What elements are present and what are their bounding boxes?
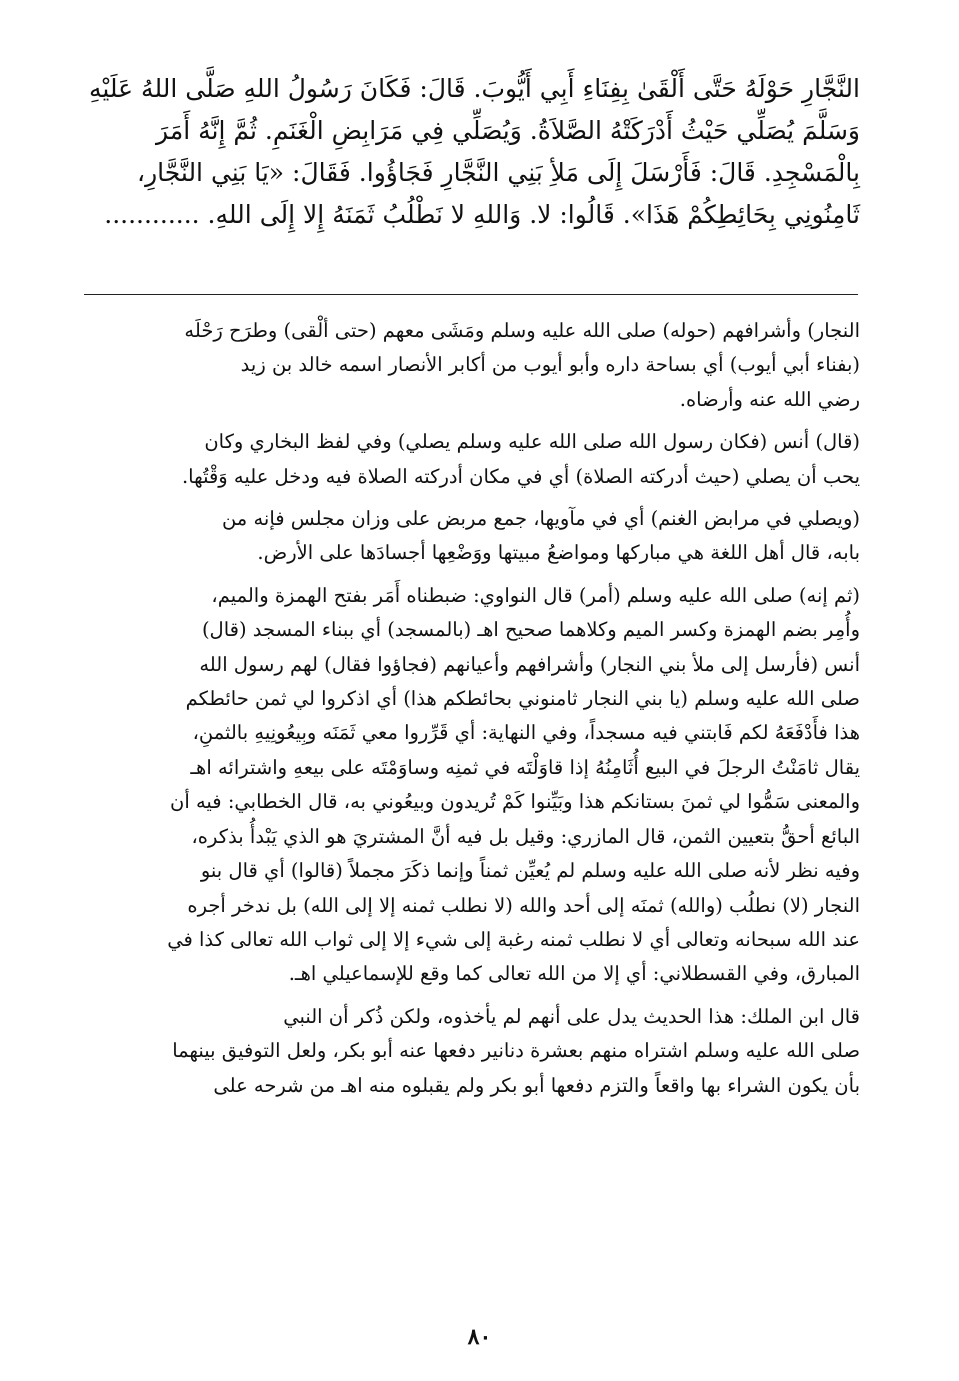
hadith-line: بِالْمَسْجِدِ. قَالَ: فَأَرْسَلَ إِلَى مَلأِ بَنِي النَّجَّارِ فَجَاؤُوا. فَقَالَ: «يَا بَنِي النَّجَّارِ، <box>137 158 860 187</box>
commentary-line: النجار) وأشرافهم (حوله) صلى الله عليه وسلم ومَشَى معهم (حتى ألْقى) وطرَح رَحْلَه <box>184 319 860 342</box>
commentary-line: رضي الله عنه وأرضاه. <box>679 387 860 411</box>
commentary-line: عند الله سبحانه وتعالى أي لا نطلب ثمنه رغبة إلى شيء إلا إلى ثواب الله تعالى كذا في <box>167 927 860 951</box>
commentary-line: هذا فأَدْفَعَهُ لكم فَابتني فيه مسجداً، وفي النهاية: أي قَرِّروا معي ثَمَنَه وبِيعُونِيهِ بالثمنِ، <box>192 721 860 745</box>
commentary-block <box>84 314 860 1111</box>
commentary-paragraph <box>84 579 860 992</box>
commentary-line: بابه، قال أهل اللغة هي مباركها ومواضعُ مبيتها ووَضْعِها أجسادَها على الأرض. <box>257 541 860 565</box>
commentary-line: يحب أن يصلي (حيث أدركته الصلاة) أي في مكان أدركته الصلاة فيه ودخل عليه وَقْتُها. <box>181 464 860 488</box>
hadith-line: وَسَلَّمَ يُصَلِّي حَيْثُ أَدْرَكَتْهُ الصَّلاَةُ. وَيُصَلِّي فِي مَرَابِضِ الْغَنَمِ. ثُمَّ إِنَّهُ أَمَرَ <box>156 116 860 145</box>
commentary-line: صلى الله عليه وسلم (يا بني النجار ثامنوني بحائطكم هذا) أي اذكروا لي ثمن حائطكم <box>185 687 860 711</box>
commentary-line: (قال) أنس (فكان رسول الله صلى الله عليه وسلم يصلي) وفي لفظ البخاري وكان <box>204 430 860 454</box>
commentary-paragraph <box>84 1000 860 1103</box>
commentary-line: (بفناء أبي أيوب) أي بساحة داره وأبو أيوب من أكابر الأنصار اسمه خالد بن زيد <box>240 353 860 377</box>
commentary-line: يقال ثامَنْتُ الرجلَ في البيع أُثَامِنُهُ إذا قاوَلْتَه في ثمنِه وساوَمْتَه على بيعهِ واشترائه اهـ <box>190 755 860 779</box>
commentary-line: صلى الله عليه وسلم اشتراه منهم بعشرة دنانير دفعها عنه أبو بكر، ولعل التوفيق بينهما <box>172 1039 860 1063</box>
commentary-line: بأن يكون الشراء بها واقعاً والتزم دفعها أبو بكر ولم يقبلوه منه اهـ من شرحه على <box>213 1073 860 1097</box>
commentary-line: والمعنى سَمُّوا لي ثمنَ بستانكم هذا وبَيِّنوا كَمْ تُريدون وبيعُوني به، قال الخطابي: فيه أن <box>170 790 860 814</box>
commentary-paragraph <box>84 502 860 571</box>
commentary-line: (ثم إنه) صلى الله عليه وسلم (أمر) قال النواوي: ضبطناه أَمَر بفتح الهمزة والميم، <box>211 583 860 607</box>
hadith-line: ثَامِنُونِي بِحَائِطِكُمْ هَذَا». قَالُوا: لا. وَاللهِ لا نَطْلُبُ ثَمَنَهُ إِلا إِلَى اللهِ. ............ <box>104 200 860 229</box>
commentary-line: المبارق، وفي القسطلاني: أي إلا من الله تعالى كما وقع للإسماعيلي اهـ. <box>288 962 860 986</box>
commentary-line: قال ابن الملك: هذا الحديث يدل على أنهم لم يأخذوه، ولكن ذُكر أن النبي <box>283 1004 860 1028</box>
separator-rule <box>84 294 858 295</box>
page-number: ٨٠ <box>467 1324 492 1350</box>
commentary-line: وأُمِر بضم الهمزة وكسر الميم وكلاهما صحيح اهـ (بالمسجد) أي ببناء المسجد (قال) <box>201 618 860 642</box>
commentary-line: أنس (فأرسل إلى ملأ بني النجار) وأشرافهم وأعيانهم (فجاؤوا فقال) لهم رسول الله <box>199 652 860 676</box>
commentary-line: البائع أحقُّ بتعيين الثمن، قال المازري: وقيل بل فيه أنَّ المشتريَ هو الذي يَبْدأُ بذكره، <box>191 824 860 848</box>
hadith-line: النَّجَّارِ حَوْلَهُ حَتَّى أَلْقَىٰ بِفِنَاءِ أَبِي أَيُّوبَ. قَالَ: فَكَانَ رَسُولُ اللهِ صَلَّى اللهُ عَلَيْهِ <box>88 74 860 103</box>
hadith-paragraph <box>84 68 860 236</box>
commentary-line: النجار (لا) نطلُب (والله) ثمنَه إلى أحد والله (لا نطلب ثمنه إلا إلى الله) بل ندخر أجره <box>187 893 860 917</box>
commentary-paragraph <box>84 425 860 494</box>
commentary-line: وفيه نظر لأنه صلى الله عليه وسلم لم يُعيِّن ثمناً وإنما ذكَرَ مجملاً (قالوا) أي قال بنو <box>200 859 860 883</box>
hadith-text-block <box>84 68 860 236</box>
commentary-paragraph <box>84 314 860 417</box>
commentary-line: (ويصلي في مرابض الغنم) أي في مآويها، جمع مربض على وزان مجلس فإنه من <box>221 507 860 531</box>
